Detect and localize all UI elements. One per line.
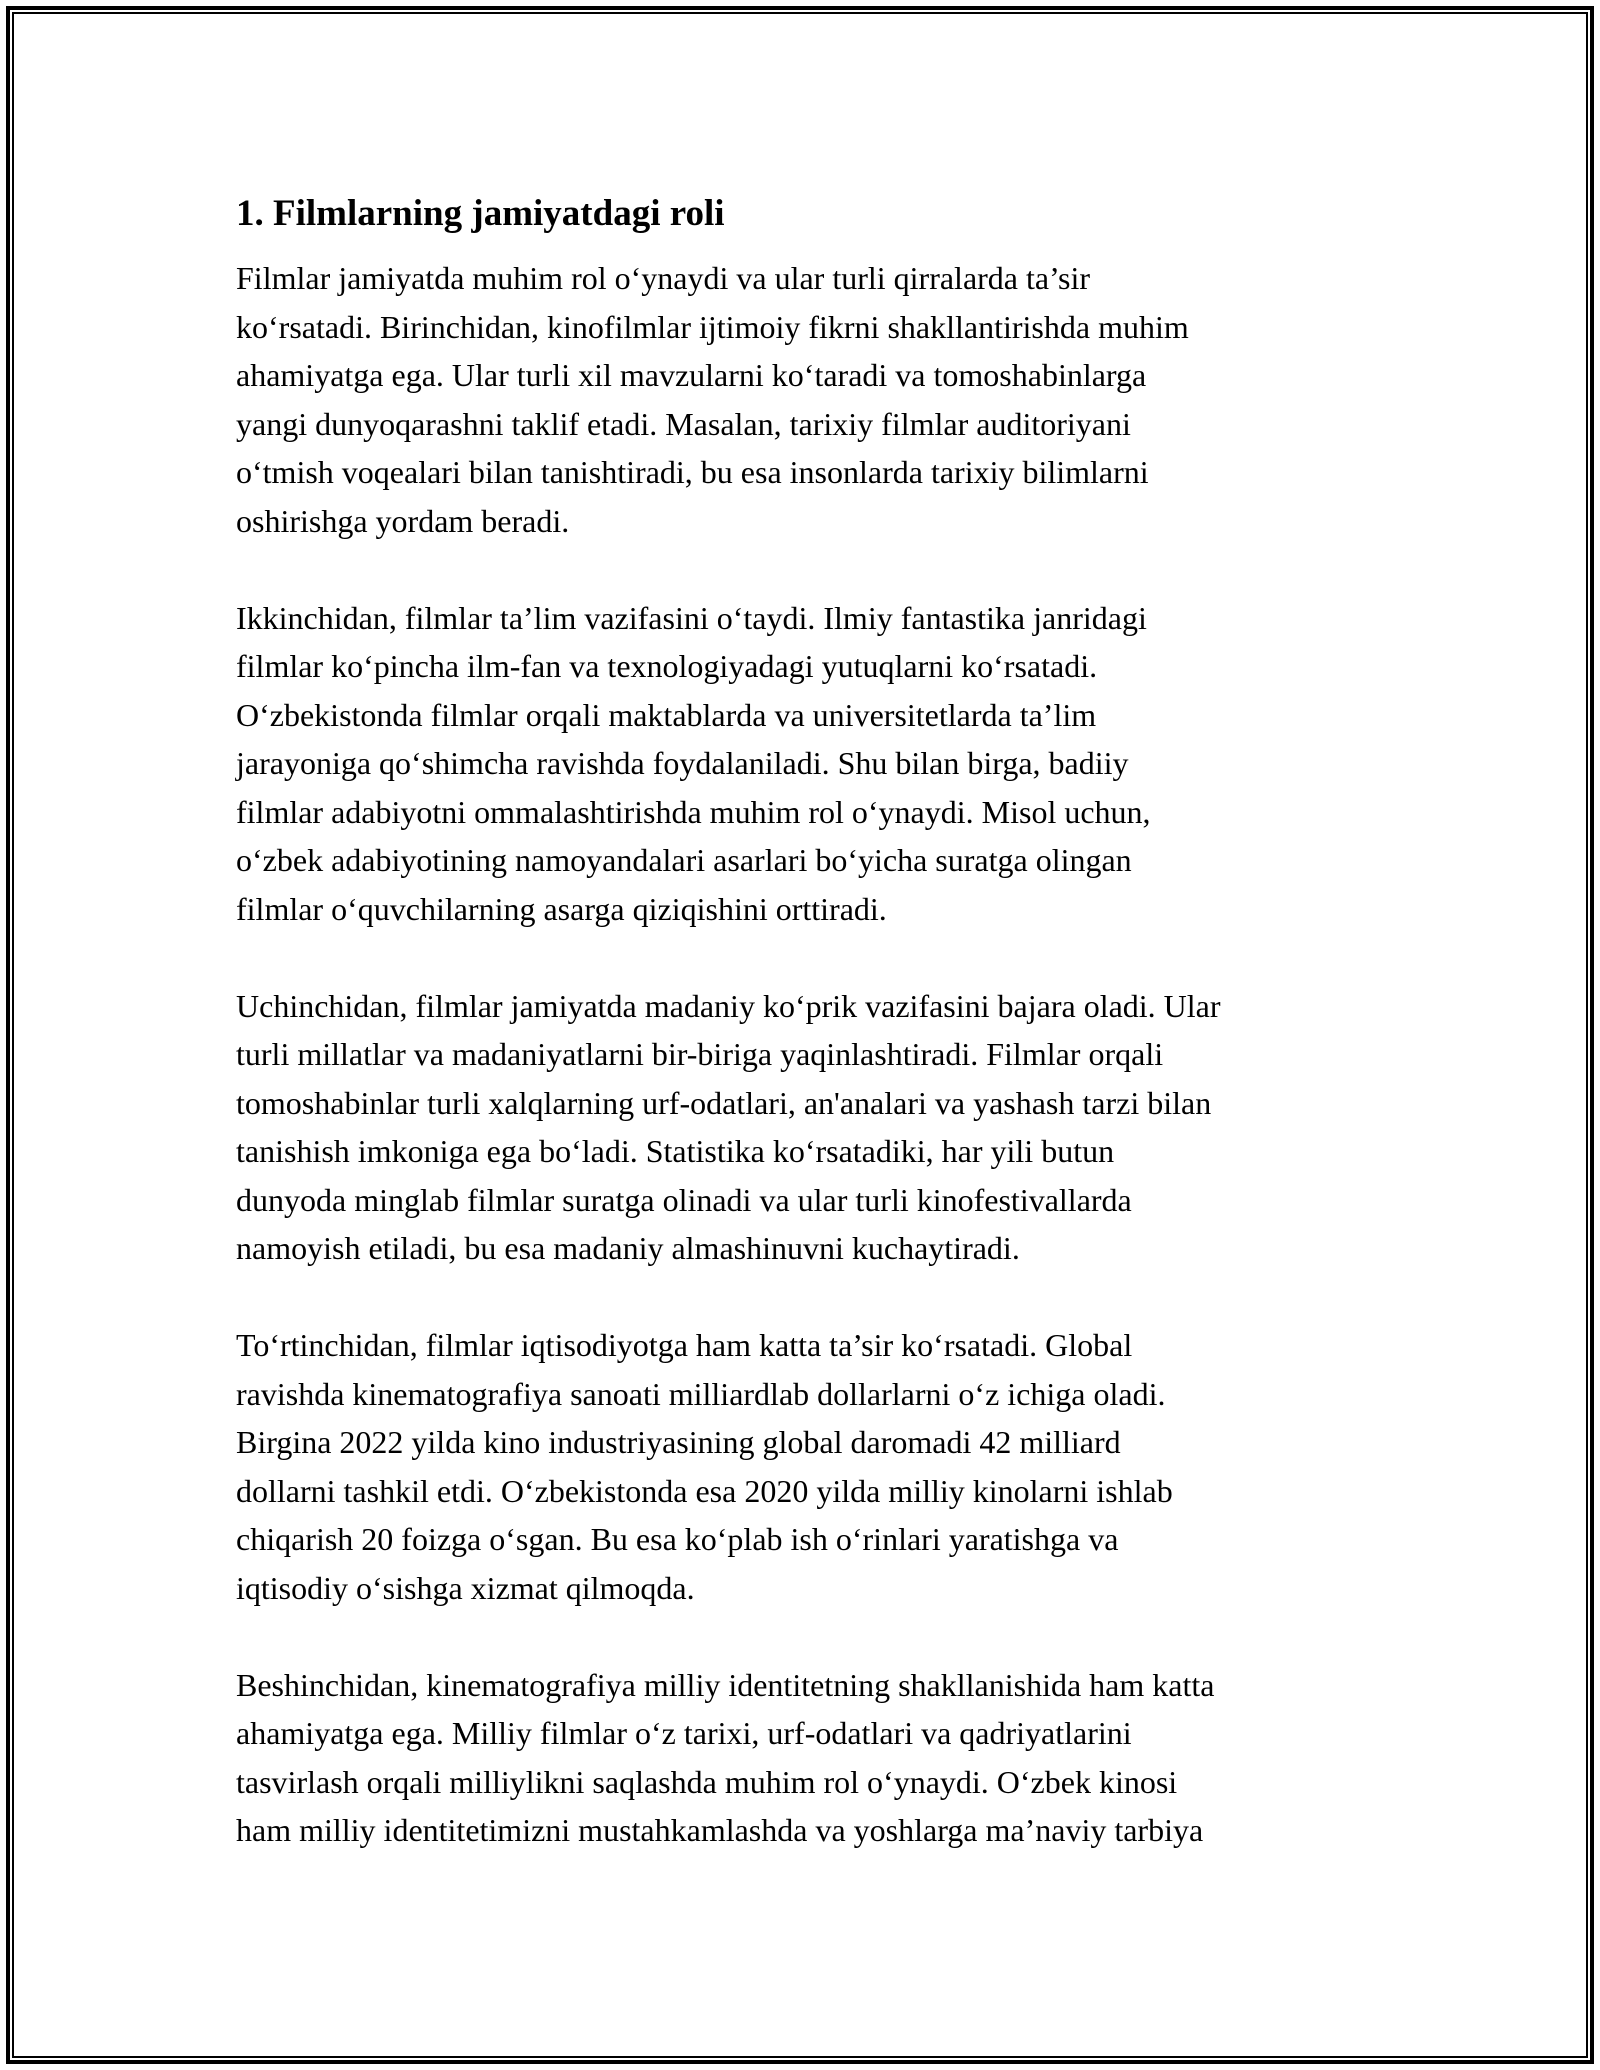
paragraph-line: turli millatlar va madaniyatlarni bir-biriga yaqinlashtiradi. Filmlar orqali: [236, 1036, 1164, 1072]
paragraph-4: [236, 1321, 1386, 1612]
paragraph-line: To‘rtinchidan, filmlar iqtisodiyotga ham katta ta’sir ko‘rsatadi. Global: [236, 1327, 1133, 1363]
paragraph-line: filmlar ko‘pincha ilm-fan va texnologiyadagi yutuqlarni ko‘rsatadi.: [236, 648, 1098, 684]
document-body: [236, 188, 1386, 1903]
paragraph-line: ko‘rsatadi. Birinchidan, kinofilmlar ijtimoiy fikrni shakllantirishda muhim: [236, 308, 1189, 345]
paragraph-line: ahamiyatga ega. Milliy filmlar o‘z tarixi, urf-odatlari va qadriyatlarini: [236, 1715, 1132, 1751]
paragraph-5: [236, 1661, 1386, 1855]
paragraph-line: Beshinchidan, kinematografiya milliy identitetning shakllanishida ham katta: [236, 1666, 1215, 1703]
paragraph-2: [236, 594, 1386, 934]
section-heading: 1. Filmlarning jamiyatdagi roli: [236, 193, 725, 234]
paragraph-line: ahamiyatga ega. Ular turli xil mavzularni ko‘taradi va tomoshabinlarga: [236, 357, 1147, 393]
paragraph-1: [236, 254, 1386, 545]
paragraph-line: dunyoda minglab filmlar suratga olinadi va ular turli kinofestivallarda: [236, 1181, 1132, 1218]
paragraph-line: oshirishga yordam beradi.: [236, 502, 570, 539]
paragraph-line: namoyish etiladi, bu esa madaniy almashinuvni kuchaytiradi.: [236, 1230, 1020, 1266]
paragraph-line: Ikkinchidan, filmlar ta’lim vazifasini o‘taydi. Ilmiy fantastika janridagi: [236, 599, 1147, 636]
paragraph-line: dollarni tashkil etdi. O‘zbekistonda esa 2020 yilda milliy kinolarni ishlab: [236, 1472, 1173, 1509]
paragraph-line: iqtisodiy o‘sishga xizmat qilmoqda.: [236, 1569, 695, 1606]
paragraph-line: ham milliy identitetimizni mustahkamlashda va yoshlarga ma’naviy tarbiya: [236, 1812, 1204, 1848]
paragraph-line: tanishish imkoniga ega bo‘ladi. Statistika ko‘rsatadiki, har yili butun: [236, 1133, 1115, 1169]
paragraph-list: [236, 254, 1386, 1855]
paragraph-line: tomoshabinlar turli xalqlarning urf-odatlari, an'analari va yashash tarzi bilan: [236, 1084, 1212, 1121]
paragraph-line: o‘zbek adabiyotining namoyandalari asarlari bo‘yicha suratga olingan: [236, 842, 1132, 878]
paragraph-line: O‘zbekistonda filmlar orqali maktablarda va universitetlarda ta’lim: [236, 696, 1097, 733]
paragraph-line: filmlar adabiyotni ommalashtirishda muhim rol o‘ynaydi. Misol uchun,: [236, 793, 1151, 830]
paragraph-line: Uchinchidan, filmlar jamiyatda madaniy ko‘prik vazifasini bajara oladi. Ular: [236, 987, 1221, 1024]
paragraph-line: ravishda kinematografiya sanoati milliardlab dollarlarni o‘z ichiga oladi.: [236, 1375, 1166, 1412]
paragraph-line: chiqarish 20 foizga o‘sgan. Bu esa ko‘plab ish o‘rinlari yaratishga va: [236, 1521, 1119, 1557]
paragraph-3: [236, 982, 1386, 1273]
paragraph-line: Birgina 2022 yilda kino industriyasining global daromadi 42 milliard: [236, 1424, 1121, 1460]
paragraph-line: filmlar o‘quvchilarning asarga qiziqishini orttiradi.: [236, 890, 887, 927]
paragraph-line: jarayoniga qo‘shimcha ravishda foydalaniladi. Shu bilan birga, badiiy: [236, 745, 1129, 781]
paragraph-line: yangi dunyoqarashni taklif etadi. Masalan, tarixiy filmlar auditoriyani: [236, 405, 1131, 442]
paragraph-line: tasvirlash orqali milliylikni saqlashda muhim rol o‘ynaydi. O‘zbek kinosi: [236, 1763, 1178, 1800]
paragraph-line: o‘tmish voqealari bilan tanishtiradi, bu esa insonlarda tarixiy bilimlarni: [236, 454, 1149, 490]
paragraph-line: Filmlar jamiyatda muhim rol o‘ynaydi va ular turli qirralarda ta’sir: [236, 260, 1090, 296]
